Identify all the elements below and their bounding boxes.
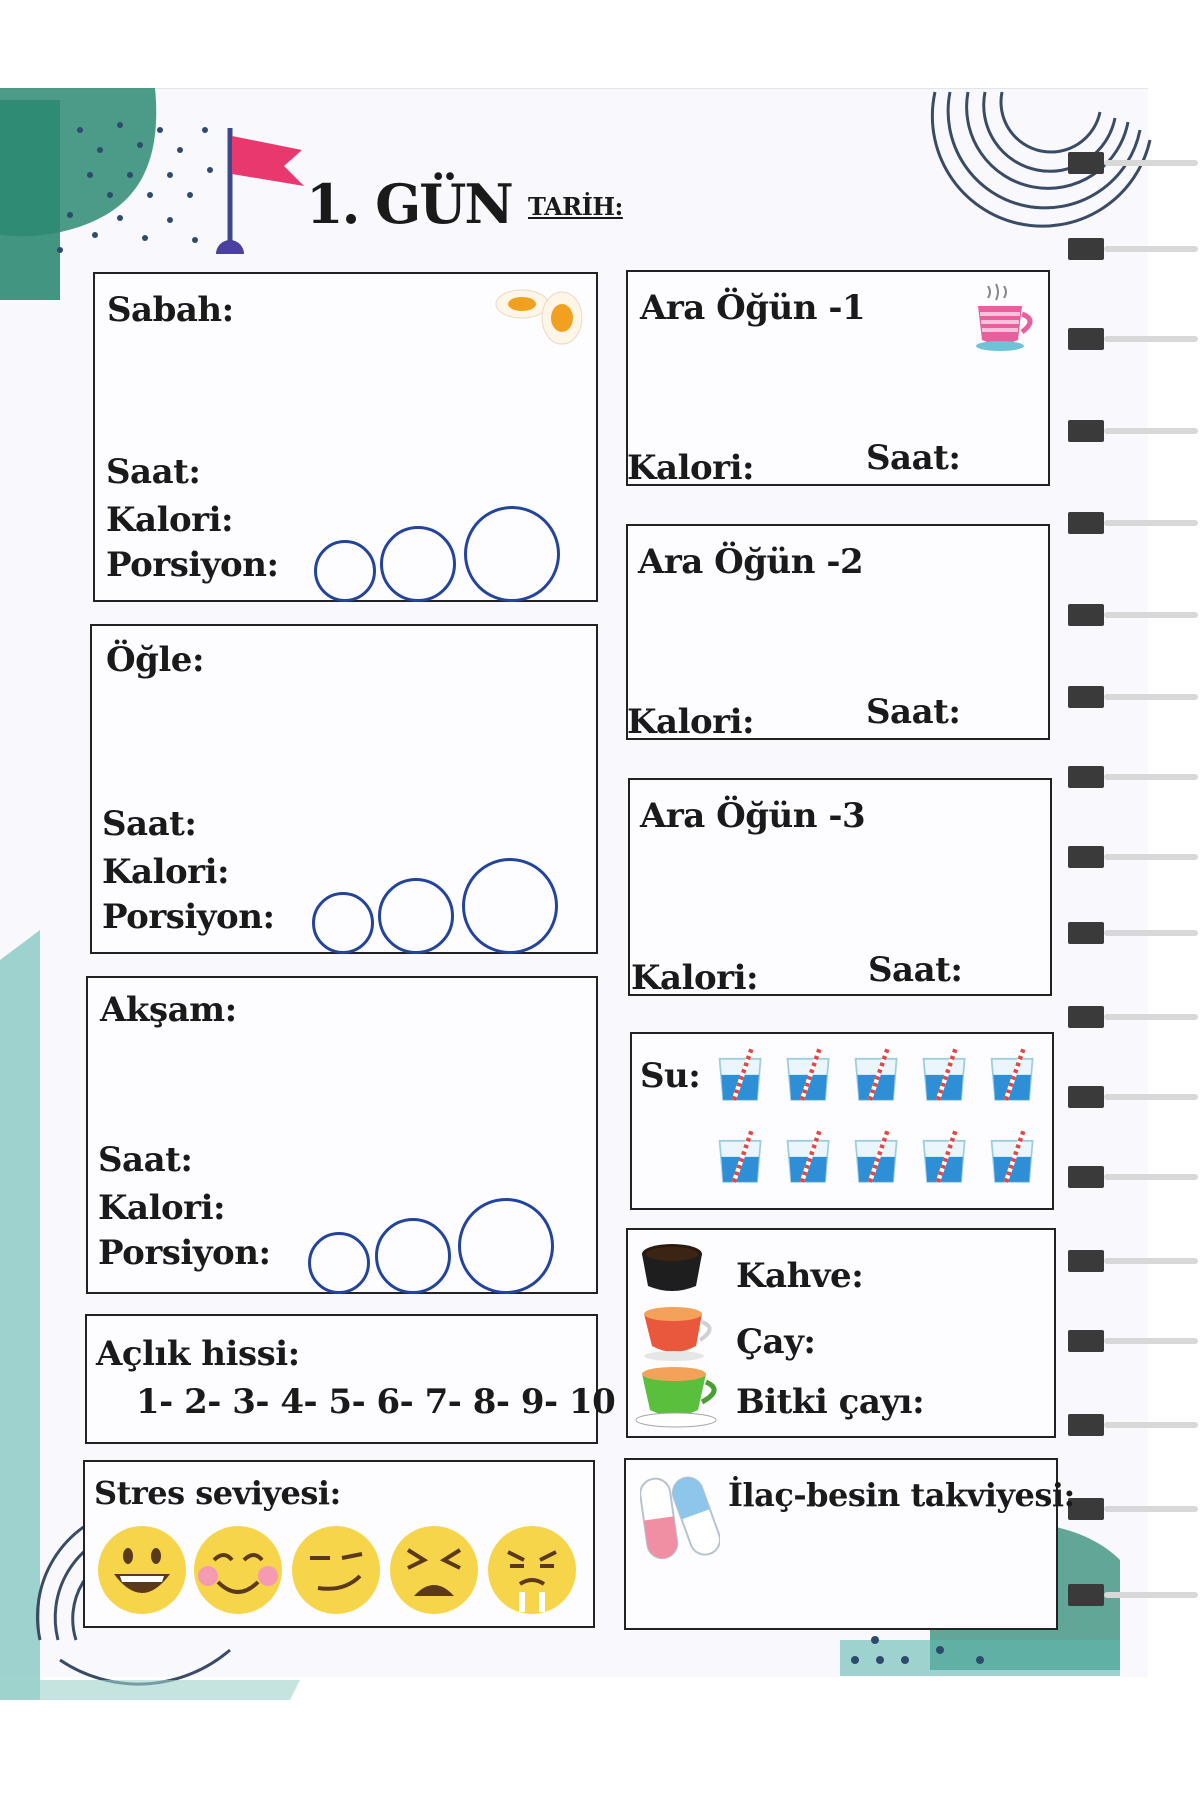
dinner-portion-label: Porsiyon:: [98, 1233, 271, 1273]
smiling-blush-face-icon[interactable]: [194, 1526, 282, 1614]
snack-3-calorie-label: Kalori:: [631, 958, 759, 998]
spiral-ring: [1068, 686, 1198, 708]
grinning-face-icon[interactable]: [98, 1526, 186, 1614]
hunger-title: Açlık hissi:: [96, 1334, 300, 1374]
snack-1-calorie-label: Kalori:: [627, 448, 755, 488]
spiral-ring: [1068, 1584, 1198, 1606]
lunch-calorie-label: Kalori:: [102, 852, 230, 892]
water-glass-icon[interactable]: [852, 1044, 902, 1104]
water-glass-icon[interactable]: [716, 1126, 766, 1186]
angry-steam-face-icon[interactable]: [488, 1526, 576, 1614]
portion-small-circle[interactable]: [314, 540, 376, 602]
date-field[interactable]: [628, 188, 1008, 224]
spiral-ring: [1068, 846, 1198, 868]
portion-medium-circle[interactable]: [375, 1218, 451, 1294]
stress-faces: [96, 1522, 586, 1618]
spiral-ring: [1068, 512, 1198, 534]
snack-2-calorie-label: Kalori:: [627, 702, 755, 742]
dinner-title: Akşam:: [100, 990, 237, 1030]
spiral-ring: [1068, 1006, 1198, 1028]
snack-2-title: Ara Öğün -2: [638, 542, 864, 582]
water-glass-icon[interactable]: [784, 1044, 834, 1104]
smirking-face-icon[interactable]: [292, 1526, 380, 1614]
water-title: Su:: [640, 1056, 701, 1096]
spiral-ring: [1068, 1498, 1198, 1520]
water-glass-icon[interactable]: [988, 1126, 1038, 1186]
snack-2-time-label: Saat:: [866, 692, 961, 732]
portion-large-circle[interactable]: [464, 506, 560, 602]
dinner-calorie-label: Kalori:: [98, 1188, 226, 1228]
coffee-cup-icon: [638, 1238, 712, 1296]
spiral-ring: [1068, 420, 1198, 442]
water-glass-icon[interactable]: [920, 1044, 970, 1104]
water-glass-icon[interactable]: [988, 1044, 1038, 1104]
day-title: 1. GÜN: [306, 172, 512, 236]
tired-face-icon[interactable]: [390, 1526, 478, 1614]
pill-capsule-icon: [640, 1472, 720, 1568]
date-label: TARİH:: [528, 192, 623, 221]
tea-cup-icon: [640, 1306, 720, 1362]
lunch-portion-label: Porsiyon:: [102, 897, 275, 937]
spiral-ring: [1068, 1166, 1198, 1188]
water-glass-icon[interactable]: [852, 1126, 902, 1186]
egg-icon: [492, 282, 588, 346]
breakfast-portion-label: Porsiyon:: [106, 545, 279, 585]
snack-1-title: Ara Öğün -1: [640, 288, 866, 328]
portion-small-circle[interactable]: [312, 892, 374, 954]
portion-medium-circle[interactable]: [378, 878, 454, 954]
herbal-tea-label: Bitki çayı:: [736, 1382, 925, 1422]
water-glass-icon[interactable]: [716, 1044, 766, 1104]
lunch-time-label: Saat:: [102, 804, 197, 844]
flag-icon: [210, 122, 310, 258]
tea-label: Çay:: [736, 1322, 816, 1362]
spiral-ring: [1068, 1250, 1198, 1272]
snack-1-time-label: Saat:: [866, 438, 961, 478]
portion-medium-circle[interactable]: [380, 526, 456, 602]
breakfast-title: Sabah:: [107, 290, 234, 330]
spiral-ring: [1068, 1086, 1198, 1108]
portion-large-circle[interactable]: [462, 858, 558, 954]
snack-3-time-label: Saat:: [868, 950, 963, 990]
water-glass-icon[interactable]: [784, 1126, 834, 1186]
herbal-tea-cup-icon: [632, 1366, 728, 1430]
stress-title: Stres seviyesi:: [94, 1474, 341, 1512]
spiral-ring: [1068, 328, 1198, 350]
portion-small-circle[interactable]: [308, 1232, 370, 1294]
water-glass-icon[interactable]: [920, 1126, 970, 1186]
supplement-title: İlaç-besin takviyesi:: [728, 1476, 1075, 1514]
dinner-time-label: Saat:: [98, 1140, 193, 1180]
breakfast-time-label: Saat:: [106, 452, 201, 492]
spiral-ring: [1068, 766, 1198, 788]
hunger-scale[interactable]: 1- 2- 3- 4- 5- 6- 7- 8- 9- 10: [136, 1382, 616, 1422]
mug-icon: [972, 282, 1042, 354]
coffee-label: Kahve:: [736, 1256, 864, 1296]
spiral-ring: [1068, 922, 1198, 944]
portion-large-circle[interactable]: [458, 1198, 554, 1294]
spiral-ring: [1068, 604, 1198, 626]
spiral-ring: [1068, 238, 1198, 260]
spiral-ring: [1068, 1414, 1198, 1436]
spiral-ring: [1068, 1330, 1198, 1352]
breakfast-calorie-label: Kalori:: [106, 500, 234, 540]
snack-3-title: Ara Öğün -3: [640, 796, 866, 836]
lunch-title: Öğle:: [106, 640, 204, 680]
spiral-ring: [1068, 152, 1198, 174]
